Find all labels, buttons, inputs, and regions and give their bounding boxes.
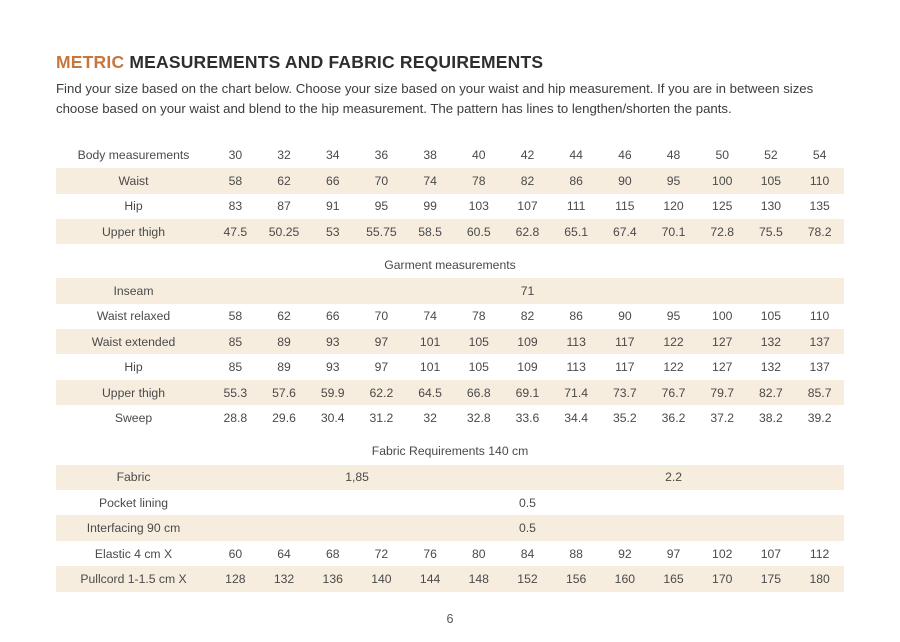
cell-40: 105 [468,360,489,375]
cell-40: 78 [454,168,503,193]
cell-48: 95 [666,309,681,324]
cell-36: 31.2 [369,410,394,425]
cell-40: 78 [472,309,486,324]
table-row [56,168,844,193]
cell-36: 62.2 [357,380,406,405]
cell-54: 135 [809,199,830,214]
table-row [56,465,844,490]
row-label: Upper thigh [56,219,211,244]
spacer-cell [56,592,844,599]
cell-50: 127 [698,329,747,354]
cell-52: 82.7 [747,380,796,405]
row-label: Hip [124,199,143,214]
cell-34: 93 [325,360,340,375]
cell-48: 165 [649,566,698,591]
cell-30: 83 [228,199,243,214]
cell-50: 100 [698,168,747,193]
cell-54: 78.2 [795,219,844,244]
cell-40: 32.8 [466,410,491,425]
row-label: Pocket lining [98,495,169,510]
cell-38: 101 [419,360,441,375]
cell-38: 32 [423,410,437,425]
cell-50: 102 [712,546,733,561]
cell-46: 73.7 [601,380,650,405]
cell-44: 34.4 [564,410,589,425]
cell-34: 93 [308,329,357,354]
size-header-46: 46 [618,147,632,162]
cell-44: 113 [566,360,586,375]
cell-30: 28.8 [223,410,248,425]
cell-46: 117 [601,329,650,354]
cell-40: 103 [468,199,489,214]
cell-32: 87 [277,199,291,214]
page-title [56,52,844,73]
cell-48: 95 [649,168,698,193]
cell-36: 55.75 [357,219,406,244]
cell-52: 175 [747,566,796,591]
table-spacer-row [56,431,844,438]
cell-36: 70 [374,309,389,324]
table-row [56,515,844,540]
cell-52: 105 [760,309,782,324]
size-header-44: 44 [569,147,583,162]
size-chart-table [56,141,844,598]
size-header-42: 42 [520,147,535,162]
table-spacer-row [56,244,844,251]
cell-30: 60 [228,546,243,561]
cell-46: 92 [618,546,632,561]
cell-32: 50.25 [260,219,309,244]
size-header-38: 38 [423,147,437,162]
cell-48: 36.2 [661,410,686,425]
row-label: Upper thigh [56,380,211,405]
cell-54: 39.2 [807,410,832,425]
cell-46: 115 [615,199,635,214]
row-label: Elastic 4 cm X [94,546,173,561]
cell-32: 62 [260,168,309,193]
title-rest: MEASUREMENTS AND FABRIC REQUIREMENTS [124,52,544,72]
size-header-34: 34 [325,147,340,162]
row-label: Fabric [56,465,211,490]
cell-42: 33.6 [515,410,540,425]
cell-42: 109 [503,329,552,354]
cell-38: 144 [406,566,455,591]
cell-38: 64.5 [406,380,455,405]
size-header-52: 52 [764,147,778,162]
cell-38: 99 [423,199,437,214]
cell-50: 127 [712,360,733,375]
page-number: 6 [446,612,454,626]
table-row [56,566,844,591]
cell-36: 95 [374,199,389,214]
cell-52: 105 [747,168,796,193]
size-header-40: 40 [472,147,486,162]
cell-42: 82 [503,168,552,193]
cell-48: 70.1 [649,219,698,244]
row-label: Waist extended [56,329,211,354]
cell-50: 100 [712,309,733,324]
cell-32: 89 [277,360,291,375]
row-label: Pullcord 1-1.5 cm X [56,566,211,591]
cell-48: 76.7 [649,380,698,405]
cell-38: 74 [423,309,437,324]
cell-54: 137 [809,360,830,375]
cell-38: 74 [406,168,455,193]
cell-42: 107 [517,199,538,214]
size-header-48: 48 [666,147,681,162]
cell-34: 66 [325,309,340,324]
cell-42: 109 [517,360,538,375]
cell-50: 72.8 [698,219,747,244]
cell-38: 58.5 [406,219,455,244]
cell-48: 122 [649,329,698,354]
cell-38: 101 [406,329,455,354]
cell-54: 85.7 [795,380,844,405]
table-row [56,541,844,566]
size-header-50: 50 [715,147,729,162]
cell-42: 69.1 [503,380,552,405]
row-split-value-1: 1,85 [211,465,503,490]
section-title: Fabric Requirements 140 cm [371,444,529,459]
cell-36: 72 [374,546,389,561]
section-title: Garment measurements [384,257,516,272]
cell-42: 84 [520,546,535,561]
cell-32: 89 [260,329,309,354]
cell-44: 156 [552,566,601,591]
cell-30: 55.3 [211,380,260,405]
size-header-54: 54 [812,147,827,162]
title-accent: METRIC [56,52,125,72]
cell-54: 110 [809,309,830,324]
cell-34: 91 [325,199,340,214]
cell-44: 113 [552,329,601,354]
cell-30: 47.5 [211,219,260,244]
cell-44: 71.4 [552,380,601,405]
cell-44: 86 [552,168,601,193]
cell-30: 128 [211,566,260,591]
cell-44: 88 [569,546,583,561]
table-row [56,405,844,430]
row-label: Waist [56,168,211,193]
cell-46: 67.4 [601,219,650,244]
cell-32: 62 [277,309,291,324]
table-row [56,219,844,244]
table-section-header-row [56,438,844,465]
cell-52: 130 [760,199,782,214]
cell-40: 148 [454,566,503,591]
cell-30: 58 [228,309,243,324]
size-header-36: 36 [374,147,389,162]
table-row [56,278,844,303]
cell-42: 62.8 [503,219,552,244]
cell-52: 132 [747,329,796,354]
row-label: Sweep [114,410,153,425]
cell-46: 90 [601,168,650,193]
row-span-value: 71 [211,278,844,303]
table-row [56,354,844,379]
table-row [56,329,844,354]
spacer-cell [56,431,844,438]
cell-46: 117 [615,360,635,375]
cell-54: 180 [795,566,844,591]
row-label: Interfacing 90 cm [56,515,211,540]
row-label: Waist relaxed [96,309,171,324]
cell-52: 107 [760,546,782,561]
cell-36: 140 [357,566,406,591]
cell-32: 64 [277,546,291,561]
table-row [56,194,844,219]
size-header-32: 32 [277,147,291,162]
cell-34: 59.9 [308,380,357,405]
cell-40: 105 [454,329,503,354]
cell-30: 85 [228,360,243,375]
cell-50: 37.2 [710,410,735,425]
cell-32: 57.6 [260,380,309,405]
cell-36: 97 [357,329,406,354]
cell-34: 68 [325,546,340,561]
row-split-value-2: 2.2 [503,465,844,490]
cell-44: 111 [566,199,586,214]
row-span-value: 0.5 [211,515,844,540]
cell-34: 53 [308,219,357,244]
cell-32: 29.6 [272,410,296,425]
cell-36: 97 [374,360,389,375]
cell-42: 152 [503,566,552,591]
intro-paragraph: Find your size based on the chart below. Choose your size based on your waist and hip measurement. If you are in between sizes choose based on your waist and blend to the hip measurement. The pattern has lines to lengthen/shorten the pants. [56,81,814,117]
spacer-cell [56,244,844,251]
cell-34: 30.4 [320,410,345,425]
cell-38: 76 [423,546,437,561]
table-section-header-row [56,141,844,168]
cell-30: 85 [211,329,260,354]
cell-44: 86 [569,309,583,324]
table-row [56,304,844,329]
cell-50: 170 [698,566,747,591]
cell-48: 120 [663,199,684,214]
cell-54: 112 [809,546,830,561]
cell-36: 70 [357,168,406,193]
cell-46: 90 [618,309,632,324]
row-label: Hip [124,360,143,375]
row-span-value: 0.5 [519,495,536,510]
size-header-30: 30 [228,147,243,162]
cell-44: 65.1 [552,219,601,244]
cell-34: 136 [308,566,357,591]
cell-54: 137 [795,329,844,354]
section-title: Body measurements [77,147,190,162]
table-section-header-row [56,251,844,278]
cell-40: 80 [472,546,486,561]
cell-48: 97 [666,546,681,561]
cell-46: 160 [601,566,650,591]
cell-46: 35.2 [612,410,637,425]
cell-42: 82 [520,309,535,324]
cell-50: 79.7 [698,380,747,405]
cell-48: 122 [663,360,684,375]
cell-32: 132 [260,566,309,591]
cell-34: 66 [308,168,357,193]
cell-52: 132 [760,360,782,375]
cell-52: 75.5 [747,219,796,244]
cell-40: 66.8 [454,380,503,405]
table-row [56,380,844,405]
cell-50: 125 [712,199,733,214]
cell-52: 38.2 [759,410,783,425]
cell-54: 110 [795,168,844,193]
table-spacer-row [56,592,844,599]
table-row [56,490,844,515]
row-label: Inseam [56,278,211,303]
cell-30: 58 [211,168,260,193]
cell-40: 60.5 [454,219,503,244]
